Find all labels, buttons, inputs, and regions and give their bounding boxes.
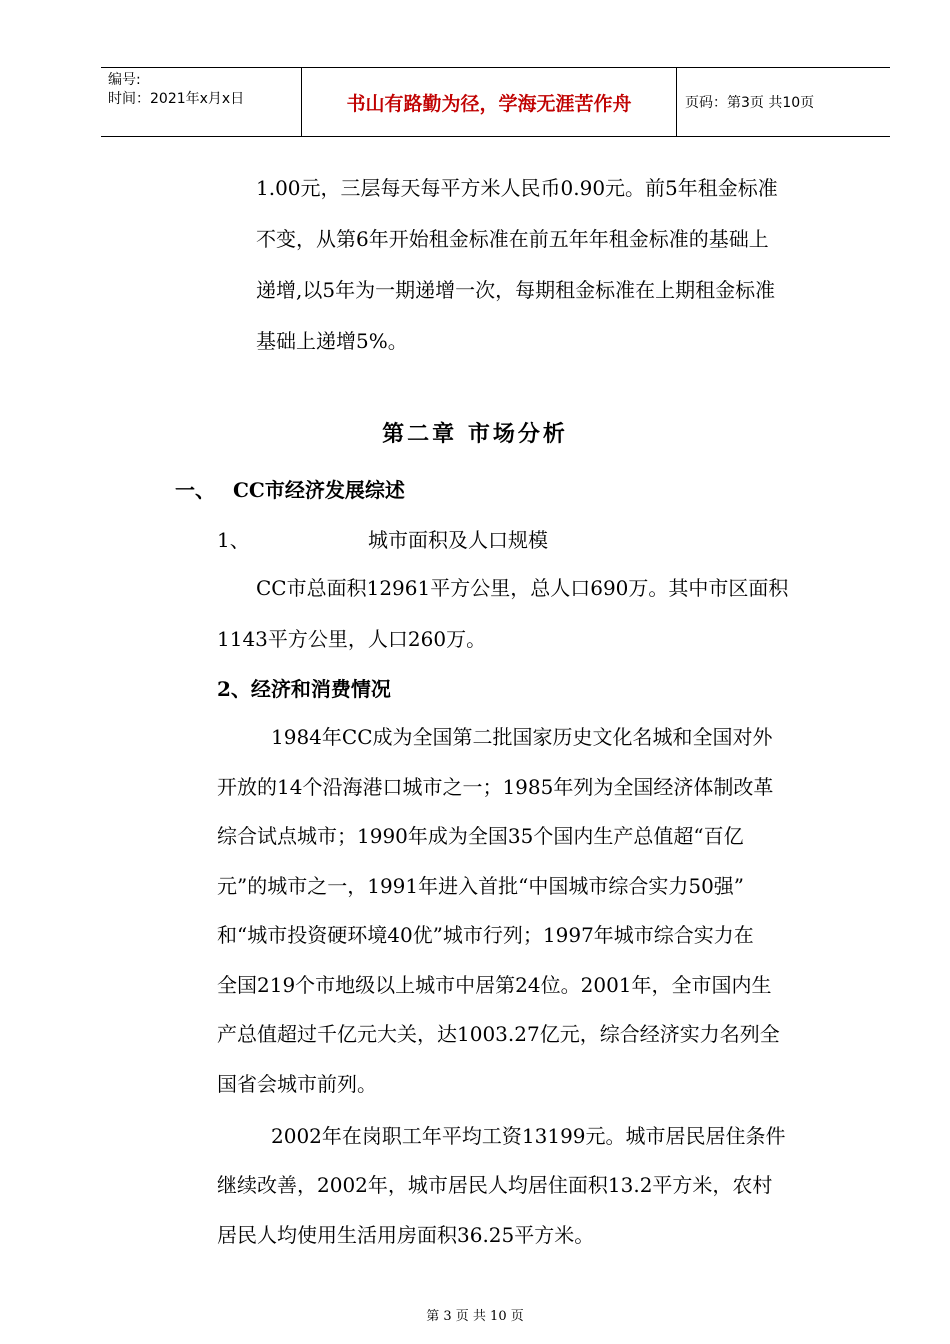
header-page-info: 页码：第3页 共10页 [685, 95, 815, 111]
intro-line: 基础上递增5%。 [256, 329, 408, 353]
time-label: 时间：2021年x月x日 [108, 91, 245, 107]
body-line: 产总值超过千亿元大关，达1003.27亿元，综合经济实力名列全 [217, 1022, 780, 1046]
body-line: 元”的城市之一，1991年进入首批“中国城市综合实力50强” [217, 874, 745, 898]
subsection-number: 1、 [217, 528, 250, 552]
body-line: 开放的14个沿海港口城市之一；1985年列为全国经济体制改革 [217, 775, 774, 799]
intro-line: 不变，从第6年开始租金标准在前五年年租金标准的基础上 [256, 227, 769, 251]
subsection-title: 城市面积及人口规模 [368, 528, 548, 552]
body-line: 2002年在岗职工年平均工资13199元。城市居民居住条件 [271, 1124, 786, 1148]
body-line: 1143平方公里，人口260万。 [217, 627, 487, 651]
body-line: 国省会城市前列。 [217, 1072, 377, 1096]
body-line: 1984年CC成为全国第二批国家历史文化名城和全国对外 [271, 725, 773, 749]
page-header [101, 67, 890, 137]
section-title: CC市经济发展综述 [233, 478, 405, 502]
intro-line: 1.00元，三层每天每平方米人民币0.90元。前5年租金标准 [256, 176, 778, 200]
body-line: 全国219个市地级以上城市中居第24位。2001年，全市国内生 [217, 973, 772, 997]
header-motto: 书山有路勤为径，学海无涯苦作舟 [301, 68, 677, 136]
page-footer: 第 3 页 共 10 页 [426, 1309, 524, 1324]
body-line: 和“城市投资硬环境40优”城市行列；1997年城市综合实力在 [217, 923, 754, 947]
section-number: 一、 [175, 478, 215, 502]
body-line: 居民人均使用生活用房面积36.25平方米。 [217, 1223, 595, 1247]
intro-line: 递增,以5年为一期递增一次，每期租金标准在上期租金标准 [256, 278, 776, 302]
number-label: 编号: [108, 72, 141, 88]
header-meta [101, 68, 301, 139]
subsection-heading: 2、经济和消费情况 [217, 677, 391, 701]
chapter-title: 第二章 市场分析 [382, 421, 568, 447]
body-line: CC市总面积12961平方公里，总人口690万。其中市区面积 [256, 576, 789, 600]
body-line: 综合试点城市；1990年成为全国35个国内生产总值超“百亿 [217, 824, 744, 848]
body-line: 继续改善，2002年，城市居民人均居住面积13.2平方米，农村 [217, 1173, 773, 1197]
